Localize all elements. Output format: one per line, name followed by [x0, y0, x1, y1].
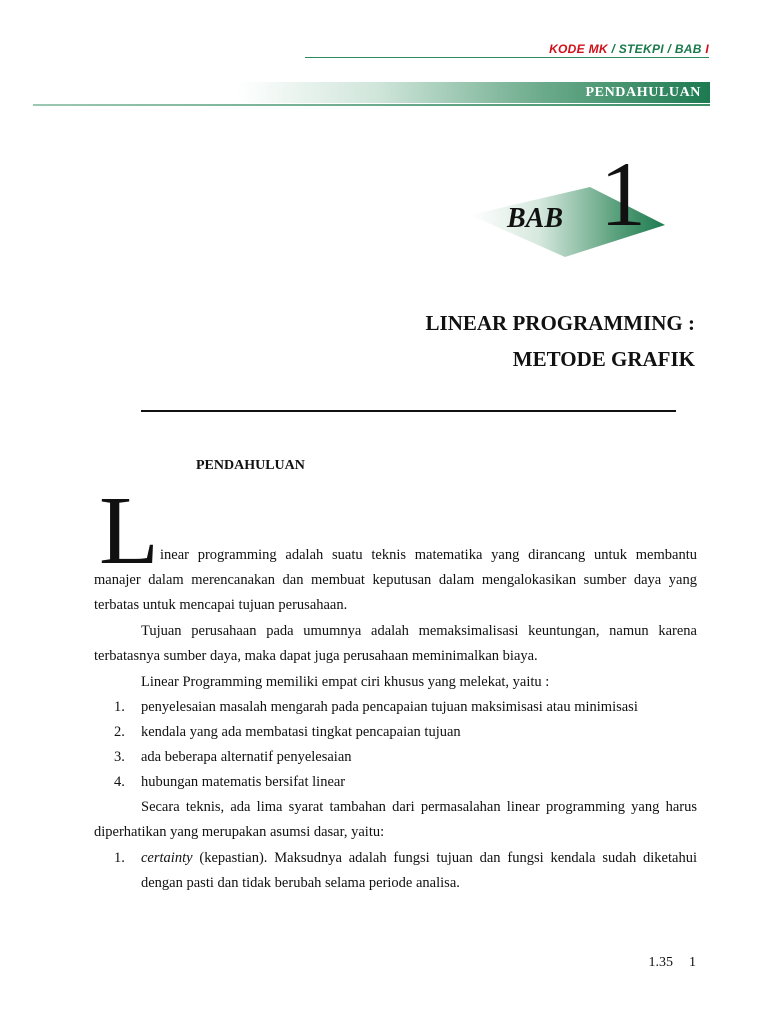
list-item	[94, 770, 697, 795]
course-code-sep2: /	[663, 42, 675, 56]
chapter-title-line2: METODE GRAFIK	[512, 347, 695, 371]
page-footer	[649, 955, 697, 971]
paragraph-4: Secara teknis, ada lima syarat tambahan dari permasalahan linear programming yang harus diperhatikan yang merupakan asumsi dasar, yaitu:	[94, 799, 697, 840]
list-item-text: penyelesaian masalah mengarah pada pencapaian tujuan maksimisasi atau minimisasi	[141, 699, 638, 715]
course-code-prefix: KODE MK	[549, 42, 608, 56]
list-item-number: 1.	[114, 850, 125, 866]
list-item	[94, 720, 697, 745]
assumptions-list	[94, 846, 697, 896]
course-code-mid: STEKPI	[618, 42, 664, 56]
list-item-text: (kepastian). Maksudnya adalah fungsi tujuan dan fungsi kendala sudah diketahui dengan pasti dan tidak berubah selama periode analisa.	[141, 850, 697, 891]
header-base-rule	[33, 104, 710, 106]
list-item-number: 2.	[114, 724, 125, 740]
list-item	[94, 846, 697, 896]
course-code-bab: BAB	[674, 42, 702, 56]
chapter-label: BAB	[507, 203, 564, 234]
list-item-text: hubungan matematis bersifat linear	[141, 774, 346, 790]
title-rule	[141, 410, 676, 412]
list-item	[94, 745, 697, 770]
list-item-number: 1.	[114, 699, 125, 715]
section-heading: PENDAHULUAN	[196, 458, 305, 473]
list-item-number: 3.	[114, 749, 125, 765]
header-band-label: PENDAHULUAN	[585, 85, 701, 100]
header-thin-rule	[305, 57, 709, 58]
list-item-text: kendala yang ada membatasi tingkat pencapaian tujuan	[141, 724, 461, 740]
page-number: 1	[689, 955, 696, 970]
list-item	[94, 695, 697, 720]
footer-code: 1.35	[648, 955, 673, 970]
course-code	[549, 42, 709, 56]
characteristics-list	[94, 695, 697, 795]
paragraph-2: Tujuan perusahaan pada umumnya adalah memaksimalisasi keuntungan, namun karena terbatasnya sumber daya, maka dapat juga perusahaan meminimalkan biaya.	[94, 623, 697, 664]
paragraph-3: Linear Programming memiliki empat ciri khusus yang melekat, yaitu :	[141, 674, 550, 690]
paragraph-1-first-line: inear programming adalah suatu teknis matematika yang dirancang untuk membantu	[160, 547, 697, 563]
course-code-num: I	[701, 42, 709, 56]
drop-cap: L	[99, 477, 159, 585]
course-code-sep1: /	[607, 42, 619, 56]
chapter-title-line1: LINEAR PROGRAMMING :	[425, 311, 695, 335]
paragraph-1-rest: manajer dalam merencanakan dan membuat keputusan dalam mengalokasikan sumber daya yang terbatas untuk mencapai tujuan perusahaan.	[94, 572, 697, 613]
chapter-number: 1	[600, 143, 646, 245]
list-item-text: ada beberapa alternatif penyelesaian	[141, 749, 352, 765]
list-item-term: certainty	[141, 850, 193, 866]
list-item-number: 4.	[114, 774, 125, 790]
